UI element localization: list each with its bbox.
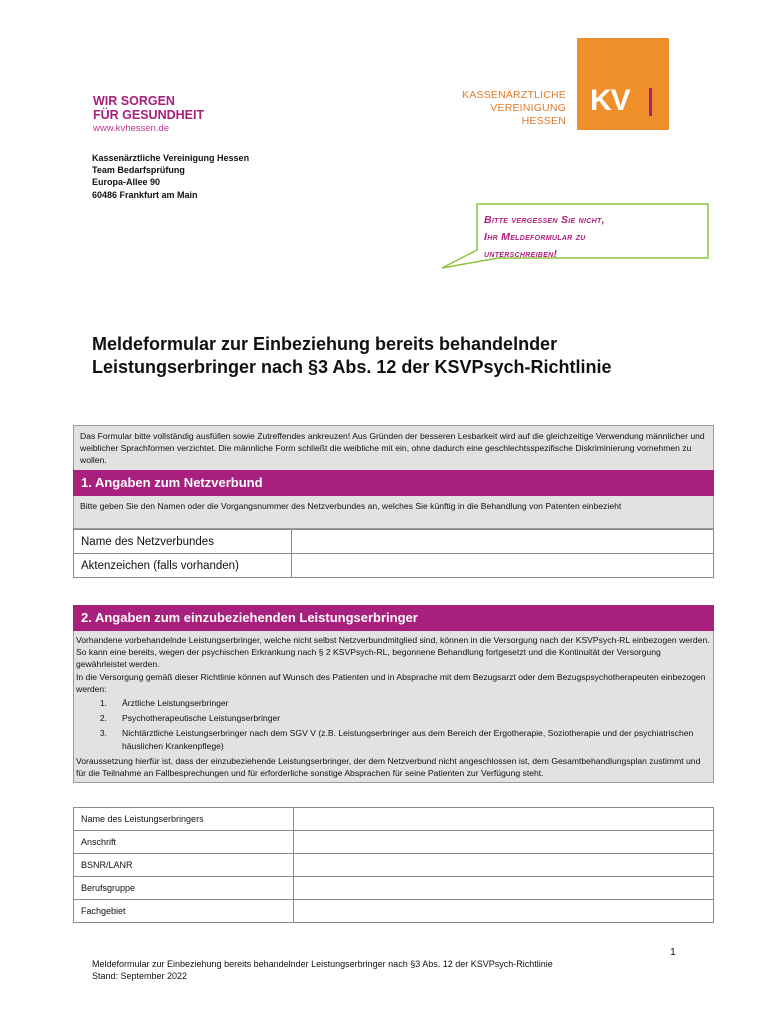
- org-line-3: HESSEN: [521, 115, 566, 127]
- table-row: [74, 554, 714, 578]
- slogan: [93, 94, 204, 135]
- field-label: Name des Leistungserbringers: [74, 808, 294, 831]
- table-row: [74, 808, 714, 831]
- page-number: 1: [670, 946, 676, 958]
- org-line-2: VEREINIGUNG: [490, 102, 566, 114]
- section-1-table: [73, 529, 714, 578]
- list-item: 2. Psychotherapeutische Leistungserbringer: [99, 713, 281, 724]
- address-line-4: 60486 Frankfurt am Main: [92, 189, 198, 200]
- organization-name: [452, 89, 566, 128]
- address-line-3: Europa-Allee 90: [92, 177, 161, 188]
- kv-logo-letters: KV: [590, 84, 630, 117]
- section-2-paragraph-2: In die Versorgung gemäß dieser Richtlinie können auf Wunsch des Patienten und in Absprache mit dem Bezugsarzt oder dem Bezugspsychotherapeuten einbezogen werden:: [76, 671, 706, 694]
- signature-reminder: [484, 212, 704, 263]
- footer-line-2: Stand: September 2022: [92, 971, 188, 981]
- slogan-line-1: WIR SORGEN: [93, 94, 175, 108]
- section-2-paragraph-1: Vorhandene vorbehandelnde Leistungserbringer, welche nicht selbst Netzverbundmitglied sind, können in die Versorgung nach der KSVPsych-RL einbezogen werden. So kann eine bereits, wegen der psychischen Erkrankung nach § 2 KSVPsych-RL, begonnene Behandlung fortgesetzt und die Kontinuität der Versorgung gewährleistet werden.: [76, 635, 710, 670]
- intro-note: Das Formular bitte vollständig ausfüllen sowie Zutreffendes ankreuzen! Aus Gründen der besseren Lesbarkeit wird auf die gleichzeitige Verwendung männlicher und weiblicher Sprachformen verzichtet. Die männliche Form schließt die weibliche mit ein, ohne dadurch eine geschlechtsspezifische Diskriminierung vornehmen zu wollen.: [73, 425, 714, 472]
- provider-name-input[interactable]: [294, 808, 714, 831]
- section-2-paragraph-3: Voraussetzung hierfür ist, dass der einzubeziehende Leistungserbringer, der dem Netzverbund nicht angeschlossen ist, dem Gesamtbehandlungsplan zustimmt und für die Teilnahme an Fallbesprechungen und für erforderliche sonstige Absprachen für seine Patienten zur Verfügung steht.: [76, 755, 701, 779]
- address-input[interactable]: [294, 831, 714, 854]
- org-line-1: KASSENÄRZTLICHE: [462, 89, 566, 101]
- field-label: Anschrift: [74, 831, 294, 854]
- section-2-description: [73, 631, 714, 783]
- kv-logo-bar: [649, 88, 652, 116]
- reminder-line-2: Ihr Meldeformular zu: [484, 231, 586, 243]
- list-item: 3. Nichtärztliche Leistungserbringer nach dem SGV V (z.B. Leistungserbringer aus dem Bereich der Ergotherapie, Soziotherapie und der psychiatrischen häuslichen Krankenpflege): [99, 728, 694, 751]
- table-row: [74, 877, 714, 900]
- field-label: BSNR/LANR: [74, 854, 294, 877]
- recipient-address: [92, 152, 249, 201]
- specialty-input[interactable]: [294, 900, 714, 923]
- reminder-line-1: Bitte vergessen Sie nicht,: [484, 214, 605, 226]
- address-line-2: Team Bedarfsprüfung: [92, 165, 185, 176]
- professional-group-input[interactable]: [294, 877, 714, 900]
- section-1-description: Bitte geben Sie den Namen oder die Vorgangsnummer des Netzverbundes an, welches Sie künftig in die Behandlung von Patenten einbezieht: [73, 496, 714, 529]
- bsnr-lanr-input[interactable]: [294, 854, 714, 877]
- field-label: Name des Netzverbundes: [74, 530, 292, 554]
- slogan-url[interactable]: www.kvhessen.de: [93, 123, 170, 134]
- provider-type-list: [76, 697, 711, 752]
- reminder-line-3: unterschreiben!: [484, 248, 558, 260]
- field-label: Aktenzeichen (falls vorhanden): [74, 554, 292, 578]
- table-row: [74, 831, 714, 854]
- page-footer: [92, 958, 553, 982]
- table-row: [74, 900, 714, 923]
- section-2-heading: 2. Angaben zum einzubeziehenden Leistungserbringer: [73, 605, 714, 631]
- list-item: 1. Ärztliche Leistungserbringer: [99, 698, 229, 709]
- network-name-input[interactable]: [292, 530, 714, 554]
- field-label: Berufsgruppe: [74, 877, 294, 900]
- footer-line-1: Meldeformular zur Einbeziehung bereits behandelnder Leistungserbringer nach §3 Abs. 12 der KSVPsych-Richtlinie: [92, 959, 553, 969]
- section-2-table: [73, 807, 714, 923]
- slogan-line-2: FÜR GESUNDHEIT: [93, 108, 205, 122]
- table-row: [74, 530, 714, 554]
- table-row: [74, 854, 714, 877]
- field-label: Fachgebiet: [74, 900, 294, 923]
- file-number-input[interactable]: [292, 554, 714, 578]
- address-line-1: Kassenärztliche Vereinigung Hessen: [92, 153, 250, 163]
- form-title: Meldeformular zur Einbeziehung bereits behandelnder Leistungserbringer nach §3 Abs. 12 der KSVPsych-Richtlinie: [92, 334, 612, 377]
- section-1-heading: 1. Angaben zum Netzverbund: [73, 470, 714, 496]
